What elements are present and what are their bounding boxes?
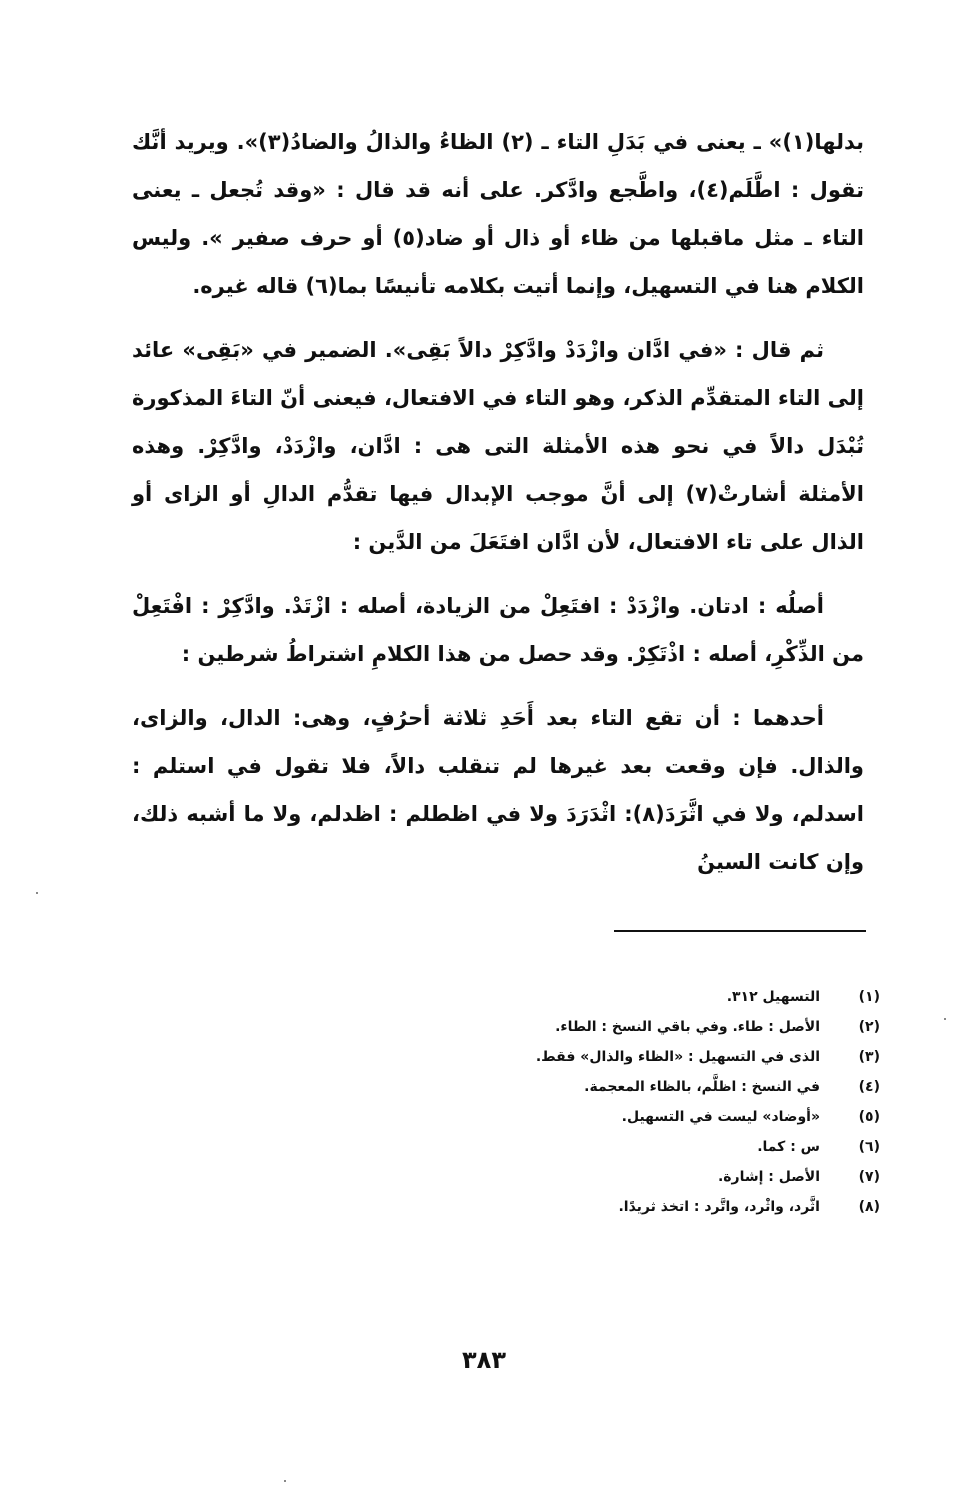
footnote-text: في النسخ : اظلَّم، بالظاء المعجمة.	[584, 1079, 820, 1095]
paragraph-3: أصلُه : ادتان. وازْدَدْ : افتَعِلْ من الزيادة، أصله : ازْتَدْ. وادَّكِرْ : افْتَعِلْ من الذِّكْرِ، أصله : اذْتَكِرْ. وقد حصل من هذا الكلامِ اشتراطُ شرطين :	[132, 594, 864, 666]
scan-speck	[36, 892, 38, 894]
main-text-block	[132, 118, 864, 902]
footnote-item	[300, 1102, 880, 1132]
footnotes-list	[300, 982, 880, 1222]
footnote-text: الأصل : طاء. وفي باقي النسخ : الطاء.	[555, 1019, 820, 1035]
footnote-number: (٥)	[858, 1109, 880, 1125]
footnote-number: (٢)	[858, 1019, 880, 1035]
footnote-number: (٧)	[858, 1169, 880, 1185]
footnote-text: الذى في التسهيل : «الظاء والذال» فقط.	[535, 1049, 820, 1065]
footnote-number: (١)	[858, 989, 880, 1005]
footnote-text: «أوضاد» ليست في التسهيل.	[621, 1109, 820, 1125]
footnote-item	[300, 1162, 880, 1192]
paragraph-4: أحدهما : أن تقع التاء بعد أَحَدِ ثلاثة أحرُفٍ، وهى: الدال، والزاى، والذال. فإن وقعت بعد غيرها لم تنقلب دالاً، فلا تقول في استلم : اسدلم، ولا في اثَّرَدَ(٨): اثْدَرَدَ ولا في اظطلم : اظدلم، ولا ما أشبه ذلك، وإن كانت السينُ	[132, 706, 864, 874]
footnote-text: س : كما.	[757, 1139, 820, 1155]
footnote-number: (٨)	[858, 1199, 880, 1215]
footnote-number: (٣)	[858, 1049, 880, 1065]
footnote-item	[300, 1042, 880, 1072]
footnote-item	[300, 1132, 880, 1162]
footnote-number: (٤)	[858, 1079, 880, 1095]
footnote-item	[300, 1012, 880, 1042]
paragraph-1: بدلها(١)» ـ يعنى في بَدَلِ التاء ـ (٢) الظاءُ والذالُ والضادُ(٣)». ويريد أنَّك تقول : اطَّلَم(٤)، واطَّجع وادَّكر. على أنه قد قال : «وقد تُجعل ـ يعنى التاء ـ مثل ماقبلها من ظاء أو ذال أو ضاد(٥) أو حرف صفير ». وليس الكلام هنا في التسهيل، وإنما أتيت بكلامه تأنيسًا بما(٦) قاله غيره.	[132, 130, 865, 298]
scan-speck	[284, 1480, 286, 1482]
footnote-item	[300, 982, 880, 1012]
footnote-divider	[614, 930, 866, 932]
footnote-item	[300, 1072, 880, 1102]
footnote-number: (٦)	[858, 1139, 880, 1155]
paragraph-2: ثم قال : «في ادَّان وازْدَدْ وادَّكِرْ دالاً بَقِى». الضمير في «بَقِى» عائد إلى التاء المتقدِّم الذكر، وهو التاء في الافتعال، فيعنى أنّ التاءَ المذكورة تُبْدَل دالاً في نحو هذه الأمثلة التى هى : ادَّان، وازْدَدْ، وادَّكِرْ. وهذه الأمثلة أشارتْ(٧) إلى أنَّ موجب الإبدال فيها تقدُّم الدالِ أو الزاى أو الذال على تاء الافتعال، لأن ادَّان افتَعَلَ من الدَّين :	[132, 338, 864, 554]
footnote-text: اثَّرد، واثْرد، واتَّرد : اتخذ ثريدًا.	[618, 1199, 820, 1215]
footnote-text: التسهيل ٣١٢.	[726, 989, 820, 1005]
footnote-item	[300, 1192, 880, 1222]
footnote-text: الأصل : إشارة.	[717, 1169, 820, 1185]
page-number: ٣٨٣	[462, 1346, 506, 1374]
scan-speck	[944, 1018, 946, 1020]
